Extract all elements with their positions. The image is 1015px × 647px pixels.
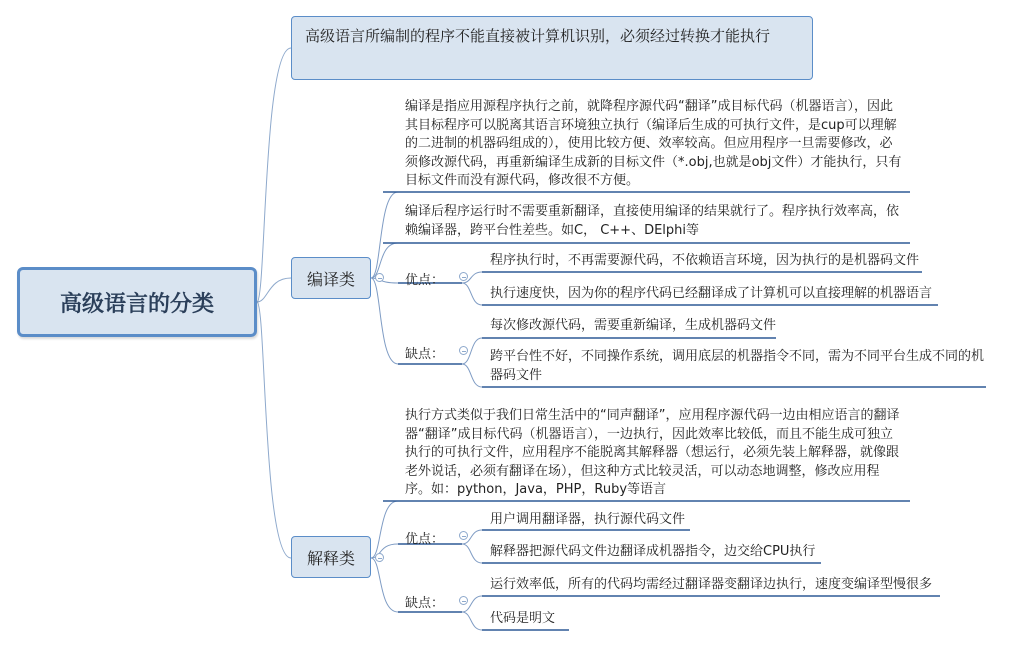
compile-pro-item: 程序执行时，不再需要源代码，不依赖语言环境，因为执行的是机器码文件 [490, 253, 920, 268]
interpret-category[interactable]: 解释类 [291, 536, 371, 578]
compile-description: 编译是指应用源程序执行之前，就降程序源代码“翻译”成目标代码（机器语言），因此其目标程序可以脱离其语言环境独立执行（编译后生成的可执行文件，是cup可以理解的二进制的机器码组成的），使用比较方便、效率较高。但应用程序一旦需要修改，必须修改源代码，再重新编译生成新的目标文件（*.obj,也就是obj文件）才能执行，只有目标文件而没有源代码，修改很不方便。 [405, 99, 902, 188]
interpret-pro-item: 用户调用翻译器，执行源代码文件 [490, 512, 686, 527]
root-topic[interactable]: 高级语言的分类 [17, 267, 257, 337]
compile-con-item: 跨平台性不好，不同操作系统，调用底层的机器指令不同，需为不同平台生成不同的机器码文件 [490, 349, 985, 383]
collapse-icon[interactable] [375, 553, 384, 562]
collapse-icon[interactable] [459, 272, 468, 281]
compile-pros-label: 优点： [405, 273, 445, 288]
compile-con-item: 每次修改源代码，需要重新编译，生成机器码文件 [490, 318, 777, 333]
interpret-pros-label: 优点： [405, 532, 445, 547]
compile-cons-label: 缺点： [405, 347, 445, 362]
interpret-description: 执行方式类似于我们日常生活中的“同声翻译”，应用程序源代码一边由相应语言的翻译器“翻译”成目标代码（机器语言），一边执行，因此效率比较低，而且不能生成可独立执行的可执行文件，应用程序不能脱离其解释器（想运行，必须先装上解释器，就像跟老外说话，必须有翻译在场），但这种方式比较灵活，可以动态地调整，修改应用程序。如：python，Java，PHP，Ruby等语言 [405, 408, 900, 497]
collapse-icon[interactable] [375, 273, 384, 282]
interpret-con-item: 运行效率低，所有的代码均需经过翻译器变翻译边执行，速度变编译型慢很多 [490, 577, 933, 592]
compile-category[interactable]: 编译类 [291, 257, 371, 299]
interpret-pro-item: 解释器把源代码文件边翻译成机器指令，边交给CPU执行 [490, 544, 816, 559]
collapse-icon[interactable] [459, 531, 468, 540]
interpret-cons-label: 缺点： [405, 596, 445, 611]
collapse-icon[interactable] [459, 596, 468, 605]
compile-pro-item: 执行速度快，因为你的程序代码已经翻译成了计算机可以直接理解的机器语言 [490, 286, 933, 301]
compile-description-2: 编译后程序运行时不需要重新翻译，直接使用编译的结果就行了。程序执行效率高，依赖编译器，跨平台性差些。如C， C++、DElphi等 [405, 204, 900, 238]
interpret-con-item: 代码是明文 [490, 611, 556, 626]
collapse-icon[interactable] [459, 346, 468, 355]
intro-topic[interactable]: 高级语言所编制的程序不能直接被计算机识别，必须经过转换才能执行 [291, 16, 813, 80]
